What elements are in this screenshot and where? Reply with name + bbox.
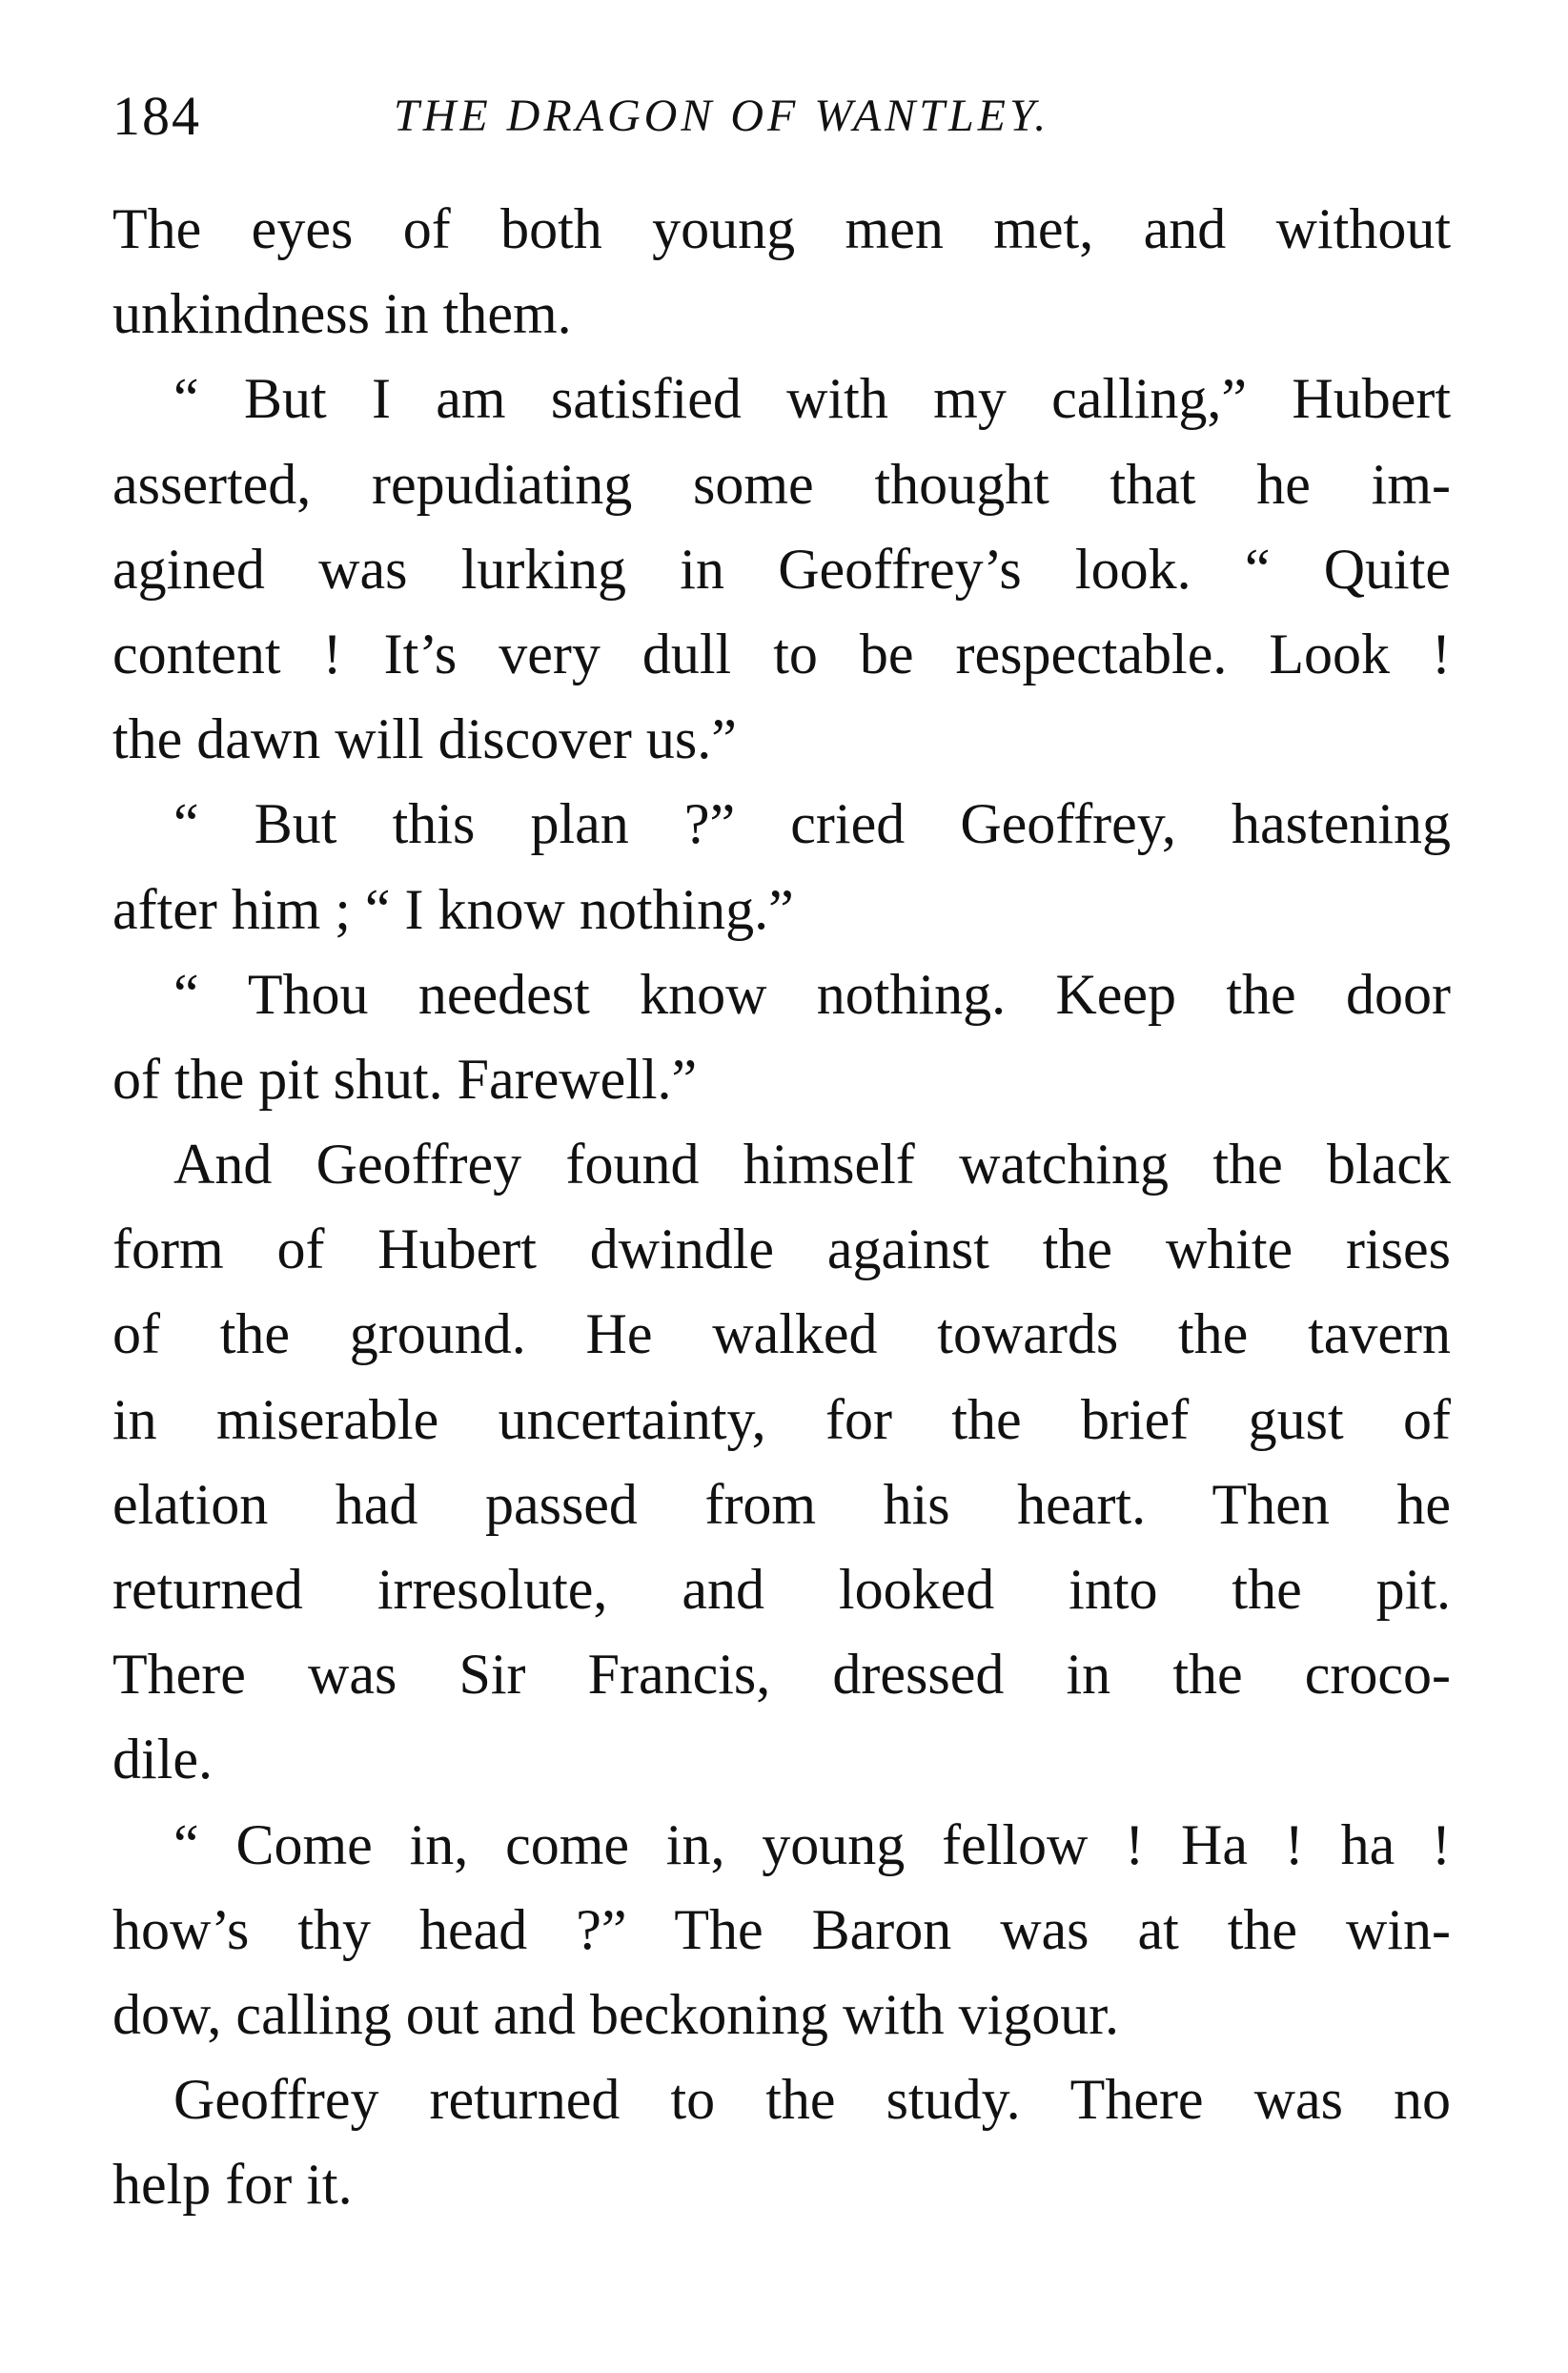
page-number: 184 (112, 85, 201, 147)
running-title: THE DRAGON OF WANTLEY. (394, 91, 1050, 141)
text-line: And Geoffrey found himself watching the black (173, 1133, 1451, 1197)
text-line: the dawn will discover us.” (112, 707, 737, 771)
text-line: of the pit shut. Farewell.” (112, 1047, 698, 1111)
running-head (112, 78, 1447, 154)
text-line: unkindness in them. (112, 282, 572, 346)
text-line: Geoffrey returned to the study. There was no (173, 2068, 1451, 2132)
text-line: The eyes of both young men met, and without (112, 197, 1451, 260)
text-line: how’s thy head ?” The Baron was at the win- (112, 1897, 1451, 1961)
text-line: asserted, repudiating some thought that he im- (112, 452, 1451, 516)
text-line: returned irresolute, and looked into the pit. (112, 1558, 1451, 1621)
text-line: dile. (112, 1728, 213, 1791)
text-line: “ Thou needest know nothing. Keep the door (173, 962, 1451, 1026)
text-line: There was Sir Francis, dressed in the croco- (112, 1643, 1451, 1707)
text-line: “ Come in, come in, young fellow ! Ha ! ha ! (173, 1812, 1451, 1876)
text-line: “ But I am satisfied with my calling,” Hubert (173, 367, 1451, 431)
text-line: agined was lurking in Geoffrey’s look. “ Quite (112, 537, 1451, 601)
text-line: form of Hubert dwindle against the white rises (112, 1217, 1451, 1281)
text-line: content ! It’s very dull to be respectable. Look ! (112, 622, 1451, 685)
text-line: in miserable uncertainty, for the brief gust of (112, 1387, 1451, 1451)
body-text (112, 187, 1451, 2228)
text-line: dow, calling out and beckoning with vigour. (112, 1982, 1119, 2046)
text-line: of the ground. He walked towards the tavern (112, 1302, 1451, 1366)
text-line: “ But this plan ?” cried Geoffrey, hastening (173, 792, 1451, 856)
text-line: elation had passed from his heart. Then he (112, 1472, 1451, 1536)
text-line: help for it. (112, 2153, 353, 2217)
text-line: after him ; “ I know nothing.” (112, 877, 794, 941)
